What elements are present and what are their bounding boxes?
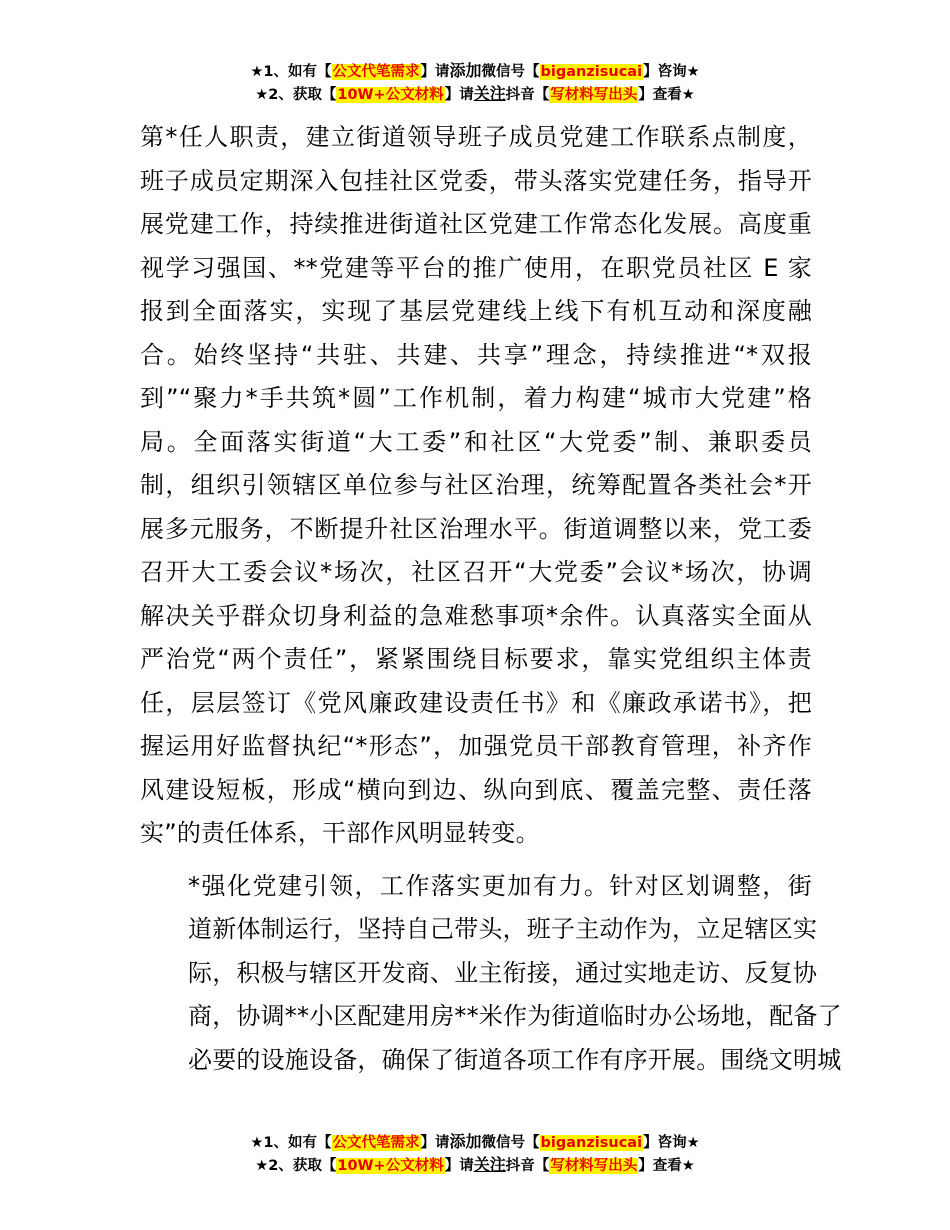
footer-line1-highlight-service: 公文代笔需求	[332, 1135, 420, 1151]
header-banner	[0, 60, 950, 106]
header-line2-highlight-douyin: 写材料写出头	[550, 87, 638, 103]
footer-line1-emphasis: 添加	[449, 1132, 482, 1151]
header-line1-mid2: 微信号【	[481, 64, 540, 80]
text-line: *强化党建引领，工作落实更加有力。针对区划调整，街	[188, 871, 812, 900]
text-line: 严治党“两个责任”，紧紧围绕目标要求，靠实党组织主体责	[140, 645, 812, 673]
header-line2-prefix: ★2、获取【	[255, 87, 337, 103]
footer-line2-prefix: ★2、获取【	[255, 1158, 337, 1174]
header-line2-suffix: 】查看★	[638, 87, 695, 103]
header-line2-mid2: 抖音【	[505, 87, 550, 103]
document-body	[140, 116, 842, 1082]
footer-banner	[0, 1131, 950, 1177]
header-line1-prefix: ★1、如有【	[250, 64, 332, 80]
text-line: 第*任人职责，建立街道领导班子成员党建工作联系点制度，	[140, 123, 812, 151]
text-line: 道新体制运行，坚持自己带头，班子主动作为，立足辖区实	[188, 915, 818, 943]
text-line: 制，组织引领辖区单位参与社区治理，统筹配置各类社会*开	[140, 471, 812, 499]
text-line: 报到全面落实，实现了基层党建线上线下有机互动和深度融	[140, 297, 812, 325]
footer-line1-mid2: 微信号【	[481, 1135, 540, 1151]
footer-line1-mid: 】请	[420, 1135, 450, 1151]
text-line: 际，积极与辖区开发商、业主衔接，通过实地走访、反复协	[188, 958, 818, 987]
footer-line1-highlight-wechat: biganzisucai	[540, 1135, 643, 1151]
footer-line2-mid2: 抖音【	[505, 1158, 550, 1174]
header-line-2	[0, 83, 950, 106]
footer-line2-emphasis: 关注	[473, 1155, 506, 1174]
footer-line-1	[0, 1131, 950, 1154]
paragraph-1	[140, 116, 812, 856]
header-line2-emphasis: 关注	[473, 84, 506, 103]
text-line: 商，协调**小区配建用房**米作为街道临时办公场地，配备了	[188, 1002, 842, 1030]
text-line: 握运用好监督执纪“*形态”，加强党员干部教育管理，补齐作	[140, 732, 812, 760]
footer-line2-highlight-materials: 10W+公文材料	[337, 1158, 444, 1174]
text-line: 视学习强国、**党建等平台的推广使用，在职党员社区 E 家	[140, 253, 812, 282]
text-line: 召开大工委会议*场次，社区召开“大党委”会议*场次，协调	[140, 558, 812, 586]
footer-line1-suffix: 】咨询★	[643, 1135, 700, 1151]
header-line2-mid: 】请	[444, 87, 474, 103]
text-line: 局。全面落实街道“大工委”和社区“大党委”制、兼职委员	[140, 427, 812, 456]
text-line: 必要的设施设备，确保了街道各项工作有序开展。围绕文明城	[188, 1045, 842, 1074]
text-line: 实”的责任体系，干部作风明显转变。	[140, 819, 540, 847]
footer-line2-highlight-douyin: 写材料写出头	[550, 1158, 638, 1174]
footer-line2-mid: 】请	[444, 1158, 474, 1174]
text-line: 合。始终坚持“共驻、共建、共享”理念，持续推进“*双报	[140, 340, 812, 369]
header-line1-mid: 】请	[420, 64, 450, 80]
footer-line2-suffix: 】查看★	[638, 1158, 695, 1174]
header-line-1	[0, 60, 950, 83]
text-line: 风建设短板，形成“横向到边、纵向到底、覆盖完整、责任落	[140, 775, 812, 804]
text-line: 展多元服务，不断提升社区治理水平。街道调整以来，党工委	[140, 514, 812, 543]
header-line1-suffix: 】咨询★	[643, 64, 700, 80]
footer-line1-prefix: ★1、如有【	[250, 1135, 332, 1151]
text-line: 班子成员定期深入包挂社区党委，带头落实党建任务，指导开	[140, 166, 812, 195]
header-line1-highlight-wechat: biganzisucai	[540, 64, 643, 80]
header-line2-highlight-materials: 10W+公文材料	[337, 87, 444, 103]
text-line: 任，层层签订《党风廉政建设责任书》和《廉政承诺书》，把	[140, 688, 812, 717]
footer-line-2	[0, 1154, 950, 1177]
header-line1-highlight-service: 公文代笔需求	[332, 64, 420, 80]
text-line: 到”“聚力*手共筑*圆”工作机制，着力构建“城市大党建”格	[140, 384, 812, 412]
text-line: 解决关乎群众切身利益的急难愁事项*余件。认真落实全面从	[140, 601, 812, 630]
paragraph-2	[140, 865, 842, 1083]
header-line1-emphasis: 添加	[449, 61, 482, 80]
text-line: 展党建工作，持续推进街道社区党建工作常态化发展。高度重	[140, 210, 812, 238]
